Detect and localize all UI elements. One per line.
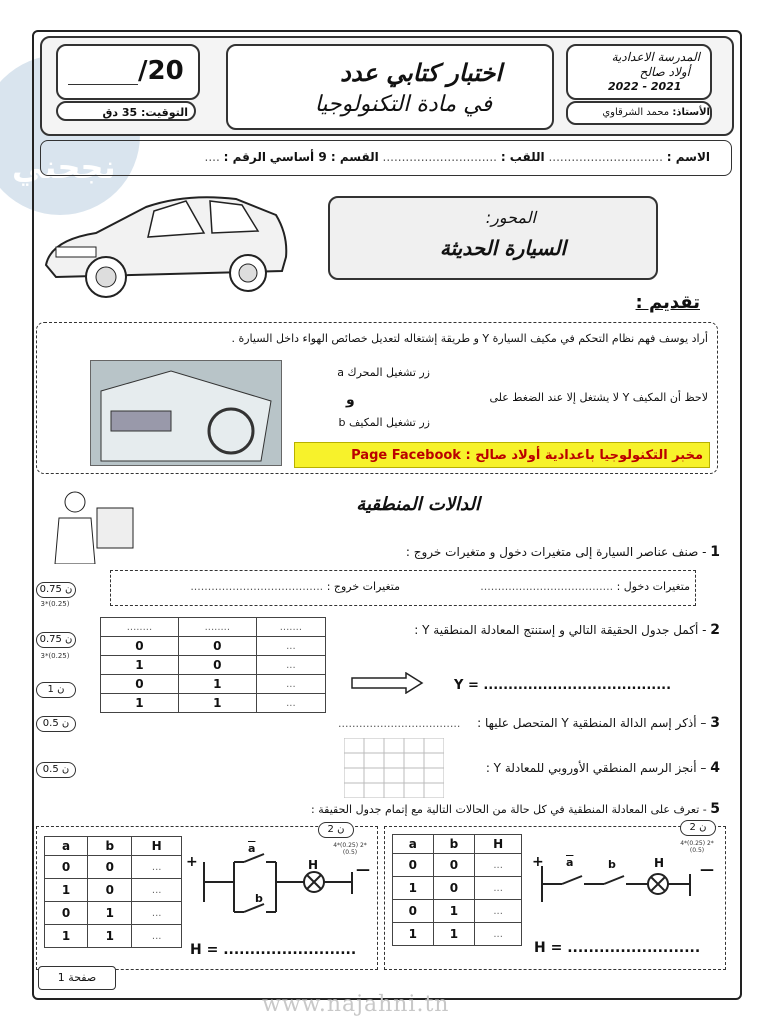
q5-left-b: b [255, 892, 263, 905]
question-2 [380, 622, 720, 638]
answer-cell[interactable]: ... [132, 925, 182, 948]
teacher-box [566, 101, 712, 125]
q2-header-2[interactable]: ........ [178, 618, 256, 637]
q5-left-equation[interactable]: H = ......................... [190, 942, 357, 958]
q1-num: 1 [710, 544, 720, 560]
q5-right-a-bar: $\overline{a}$ [566, 856, 574, 869]
q2-mark: 0.75 ن [36, 632, 76, 648]
cell: 0 [88, 879, 132, 902]
q5-right-mark: 2 ن [680, 820, 716, 836]
answer-cell[interactable]: ... [256, 694, 325, 713]
q1-in-field[interactable]: ...................................... [480, 580, 614, 593]
cell: 0 [101, 637, 179, 656]
surname-label: اللقب : [500, 150, 545, 164]
answer-cell[interactable]: ... [132, 902, 182, 925]
q2-mark-detail: 3*(0.25) [40, 652, 70, 660]
cell: 1 [88, 925, 132, 948]
question-3 [440, 715, 720, 731]
page-number: صفحة 1 [38, 966, 116, 990]
car-illustration [36, 185, 296, 305]
header-h: H [132, 837, 182, 856]
q3-mark: 0.5 ن [36, 716, 76, 732]
answer-cell[interactable]: ... [132, 879, 182, 902]
arrow-icon [350, 672, 424, 694]
teacher-name: محمد الشرقاوي [602, 107, 670, 118]
q1-in-label: متغيرات دخول : [616, 580, 690, 593]
number-label: الرقم : [223, 150, 266, 164]
cell: 1 [101, 656, 179, 675]
q1-out-label: متغيرات خروج : [326, 580, 400, 593]
topic-title: السيارة الحديثة [439, 236, 566, 260]
q5-right-circuit-diagram [530, 846, 714, 926]
q5-right-plus: + [532, 854, 544, 870]
score-line [68, 84, 138, 85]
q2-header-1[interactable]: ........ [101, 618, 179, 637]
cell: 1 [101, 694, 179, 713]
name-label: الاسم : [666, 150, 710, 164]
intro-heading: تقديم : [635, 292, 700, 313]
cell: 0 [433, 854, 475, 877]
answer-cell[interactable]: ... [256, 637, 325, 656]
dashboard-photo [90, 360, 282, 466]
answer-cell[interactable]: ... [475, 877, 522, 900]
q3-num: 3 [710, 715, 720, 731]
school-name: المدرسة الاعدادية [611, 50, 700, 64]
intro-line-1: أراد يوسف فهم نظام التحكم في مكيف السيارة Y و طريقة إشتغاله لتعديل خصائص الهواء داخل السيارة . [231, 332, 708, 345]
cell: 0 [178, 637, 256, 656]
q5-right-mark-detail: 4*(0.25) 2*(0.5) [680, 840, 714, 854]
q4-drawing-grid[interactable] [344, 738, 444, 798]
school-box [566, 44, 712, 100]
number-field[interactable]: .... [204, 150, 220, 164]
q5-left-mark: 2 ن [318, 822, 354, 838]
header-b: b [433, 835, 475, 854]
answer-cell[interactable]: ... [132, 856, 182, 879]
button-a-label: زر تشغيل المحرك a [337, 366, 430, 379]
facebook-banner[interactable]: مخبر التكنولوجيا باعدادية أولاد صالح : Page Facebook [294, 442, 710, 468]
cell: 0 [178, 656, 256, 675]
teacher-label: الأستاذ: [672, 107, 710, 118]
student-illustration [45, 488, 135, 564]
surname-field[interactable]: .............................. [382, 150, 497, 164]
q2-truth-table [100, 617, 326, 713]
cell: 1 [433, 900, 475, 923]
cell: 0 [393, 854, 434, 877]
cell: 1 [45, 925, 88, 948]
section-title: الدالات المنطقية [356, 494, 480, 515]
q5-left-mark-detail: 4*(0.25) 2*(0.5) [333, 842, 367, 856]
exam-subject: في مادة التكنولوجيا [314, 92, 492, 117]
table-row [101, 675, 326, 694]
class-label: القسم : 9 أساسي [269, 150, 379, 164]
q1-mark-detail: 3*(0.25) [40, 600, 70, 608]
watermark-text: نجحني [12, 148, 116, 186]
score-box [56, 44, 200, 100]
name-field[interactable]: .............................. [548, 150, 663, 164]
q5-left-circuit-diagram [186, 842, 370, 932]
q5-left-truth-table [44, 836, 182, 948]
topic-label: المحور: [485, 208, 536, 227]
table-row [393, 877, 522, 900]
table-row [45, 856, 182, 879]
q4-text: – أنجز الرسم المنطقي الأوروبي للمعادلة Y : [485, 761, 707, 775]
cell: 1 [393, 923, 434, 946]
header-a: a [393, 835, 434, 854]
q5-right-minus: — [700, 862, 714, 878]
cell: 0 [88, 856, 132, 879]
answer-cell[interactable]: ... [475, 923, 522, 946]
answer-cell[interactable]: ... [256, 675, 325, 694]
q2-equation[interactable]: Y = ...................................... [454, 678, 672, 693]
school-year: 2022 - 2021 [608, 80, 682, 93]
table-row [101, 618, 326, 637]
table-row [45, 879, 182, 902]
q5-right-equation[interactable]: H = ......................... [534, 940, 701, 956]
question-5 [230, 801, 720, 817]
q4-num: 4 [710, 760, 720, 776]
q1-inputs [410, 580, 690, 593]
exam-time: التوقيت: 35 دق [56, 101, 196, 121]
q3-text: – أذكر إسم الدالة المنطقية Y المتحصل عليها : [477, 716, 707, 730]
and-label: و [346, 392, 355, 408]
cell: 1 [45, 879, 88, 902]
table-row [45, 902, 182, 925]
cell: 0 [45, 856, 88, 879]
school-place: أولاد صالح [639, 65, 690, 79]
cell: 1 [393, 877, 434, 900]
table-row [101, 637, 326, 656]
answer-cell[interactable]: ... [475, 900, 522, 923]
q2-num: 2 [710, 622, 720, 638]
table-row [393, 923, 522, 946]
answer-cell[interactable]: ... [475, 854, 522, 877]
cell: 0 [393, 900, 434, 923]
q1-text: - صنف عناصر السيارة إلى متغيرات دخول و متغيرات خروج : [405, 545, 707, 559]
dashboard-sketch [91, 361, 281, 465]
exam-title: اختبار كتابي عدد [340, 58, 502, 87]
q5-left-h: H [308, 858, 319, 872]
q5-left-minus: — [356, 862, 370, 878]
score: /20 [138, 56, 184, 86]
answer-cell[interactable]: ... [256, 656, 325, 675]
q5-right-h: H [654, 856, 665, 870]
q5-left-plus: + [186, 854, 198, 870]
table-row [45, 837, 182, 856]
cell: 0 [45, 902, 88, 925]
q2-eq-mark: 1 ن [36, 682, 76, 698]
site-watermark: www.najahni.tn [262, 992, 450, 1017]
q5-num: 5 [710, 801, 720, 817]
q2-header-3[interactable]: ....... [256, 618, 325, 637]
student-info-line [40, 150, 710, 164]
cell: 1 [88, 902, 132, 925]
cell: 0 [101, 675, 179, 694]
header-b: b [88, 837, 132, 856]
cell: 0 [433, 877, 475, 900]
cell: 1 [433, 923, 475, 946]
question-1 [300, 544, 720, 560]
topic-box [328, 196, 658, 280]
table-row [393, 854, 522, 877]
q1-mark: 0.75 ن [36, 582, 76, 598]
table-row [393, 835, 522, 854]
q3-answer-field[interactable]: ................................... [338, 717, 461, 730]
table-row [45, 925, 182, 948]
header-h: H [475, 835, 522, 854]
q1-out-field[interactable]: ...................................... [190, 580, 324, 593]
q5-right-truth-table [392, 834, 522, 946]
table-row [101, 694, 326, 713]
exam-title-box [226, 44, 554, 130]
q5-right-b: b [608, 858, 616, 871]
q4-mark: 0.5 ن [36, 762, 76, 778]
header-a: a [45, 837, 88, 856]
cell: 1 [178, 675, 256, 694]
q5-left-a-bar: $\overline{a}$ [248, 842, 256, 855]
table-row [393, 900, 522, 923]
intro-line-2: لاحظ أن المكيف Y لا يشتغل إلا عند الضغط على [489, 391, 708, 404]
cell: 1 [178, 694, 256, 713]
q5-text: - تعرف على المعادلة المنطقية في كل حالة من الحالات التالية مع إتمام جدول الحقيقة : [311, 803, 707, 816]
question-4 [452, 760, 720, 776]
q2-text: - أكمل جدول الحقيقة التالي و إستنتج المعادلة المنطقية Y : [414, 623, 707, 637]
q1-outputs [120, 580, 400, 593]
button-b-label: زر تشغيل المكيف b [338, 416, 430, 429]
table-row [101, 656, 326, 675]
